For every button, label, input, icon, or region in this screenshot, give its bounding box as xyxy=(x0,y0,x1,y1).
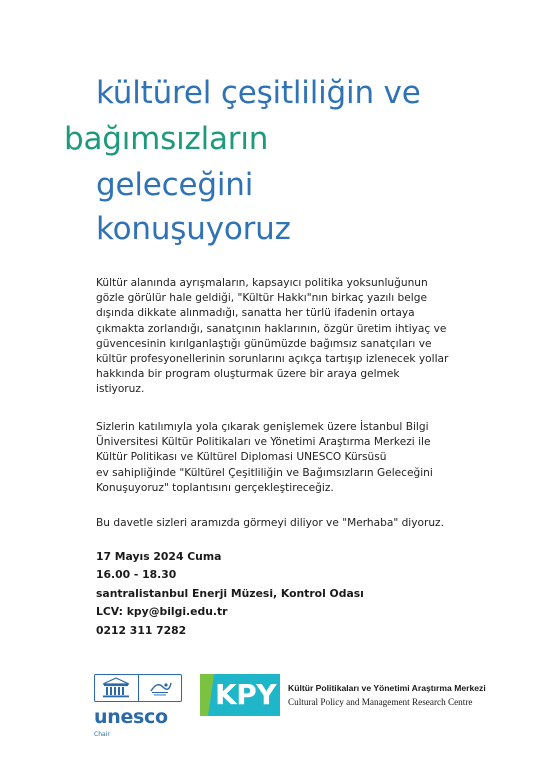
host-line: Konuşuyoruz" toplantısını gerçekleştireceğiz. xyxy=(96,481,334,494)
kpy-wordmark: KPY xyxy=(215,678,276,711)
unesco-wordmark: unesco xyxy=(94,706,168,728)
unesco-chair-label: Chair xyxy=(94,731,110,738)
intro-line: güvencesinin kırılganlaştığı günümüzde bağımsız sanatçıları ve xyxy=(96,337,432,350)
intro-line: istiyoruz. xyxy=(96,383,145,396)
event-rsvp-email[interactable]: LCV: kpy@bilgi.edu.tr xyxy=(96,605,228,619)
event-details xyxy=(96,548,364,640)
event-time: 16.00 - 18.30 xyxy=(96,568,177,582)
intro-line: dışında dikkate alınmadığı, sanatta her türlü ifadenin ortaya xyxy=(96,307,415,320)
host-line: ev sahipliğinde "Kültürel Çeşitliliğin ve Bağımsızların Geleceğini xyxy=(96,466,433,479)
invitation-paragraph xyxy=(96,516,516,531)
intro-line: kültür profesyonellerinin sorunlarını açıkça tartışıp izlenecek yollar xyxy=(96,353,449,366)
intro-line: gözle görülür hale geldiği, "Kültür Hakkı"nın birkaç yazılı belge xyxy=(96,292,427,305)
kpy-name-english: Cultural Policy and Management Research Centre xyxy=(288,697,473,707)
headline-line-3: geleceğini xyxy=(96,167,254,203)
event-date: 17 Mayıs 2024 Cuma xyxy=(96,550,222,563)
invitation-line: Bu davetle sizleri aramızda görmeyi diliyor ve "Merhaba" diyoruz. xyxy=(96,517,444,529)
headline-line-4: konuşuyoruz xyxy=(96,211,291,247)
host-line: Sizlerin katılımıyla yola çıkarak genişlemek üzere İstanbul Bilgi xyxy=(96,421,429,433)
host-line: Üniversitesi Kültür Politikaları ve Yönetimi Araştırma Merkezi ile xyxy=(96,436,431,449)
headline-line-1: kültürel çeşitliliğin ve xyxy=(96,75,421,111)
intro-line: çıkmakta zorlandığı, sanatçının haklarının, özgür üretim ihtiyaç ve xyxy=(96,322,447,335)
event-venue: santralistanbul Enerji Müzesi, Kontrol Odası xyxy=(96,586,364,600)
unesco-temple-icon xyxy=(95,675,139,701)
intro-paragraph xyxy=(96,276,516,398)
headline-line-2: bağımsızların xyxy=(64,121,269,157)
bilgi-chair-emblem-icon xyxy=(139,675,182,701)
kpy-name-turkish: Kültür Politikaları ve Yönetimi Araştırma Merkezi xyxy=(288,683,486,693)
host-paragraph xyxy=(96,420,516,496)
host-line: Kültür Politikası ve Kültürel Diplomasi UNESCO Kürsüsü xyxy=(96,451,387,464)
unesco-logo xyxy=(94,674,182,740)
intro-line: hakkında bir program oluşturmak üzere bir araya gelmek xyxy=(96,368,400,381)
unesco-emblem-box xyxy=(94,674,182,702)
event-phone: 0212 311 7282 xyxy=(96,623,187,637)
intro-line: Kültür alanında ayrışmaların, kapsayıcı politika yoksunluğunun xyxy=(96,277,428,289)
